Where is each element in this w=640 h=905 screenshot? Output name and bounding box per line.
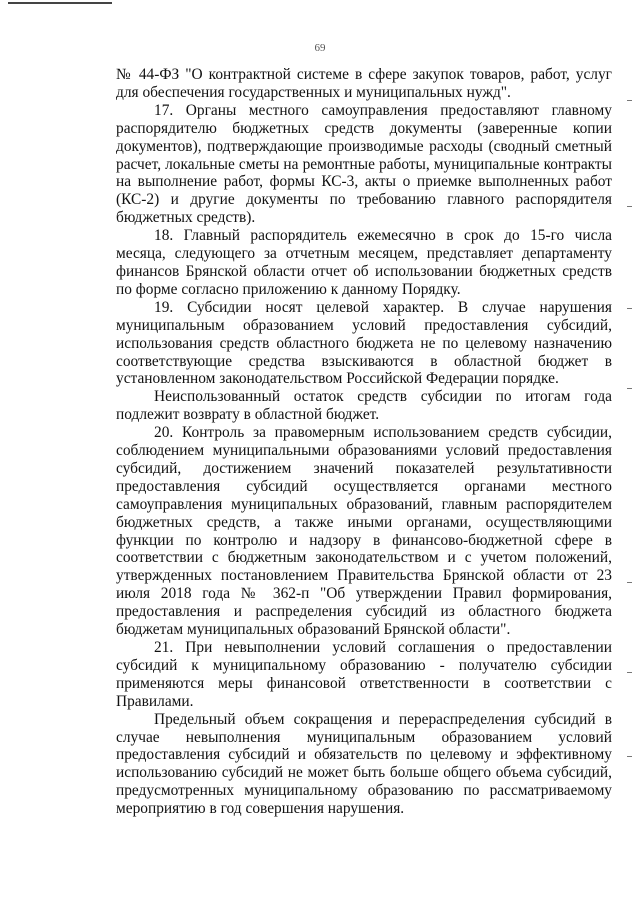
scan-margin-mark [627,100,632,101]
document-body [116,66,612,818]
paragraph-21: 21. При невыполнении условий соглашения о предоставлении субсидий к муниципальному образованию - получателю субсидии применяются меры финансовой ответственности в соответствии с Правилами. [116,639,612,710]
paragraph-20: 20. Контроль за правомерным использованием средств субсидии, соблюдением муниципальными образованиями условий предоставления субсидий, достижением значений показателей результативности предоставления субсидий осуществляется органами местного самоуправления муниципальных образований, главным распорядителем бюджетных средств, а также иными органами, осуществляющими функции по контролю и надзору в финансово-бюджетной сфере в соответствии с бюджетным законодательством и с учетом положений, утвержденных постановлением Правительства Брянской области от 23 июля 2018 года № 362-п "Об утверждении Правил формирования, предоставления и распределения субсидий из областного бюджета бюджетам муниципальных образований Брянской области". [116,424,612,639]
scan-margin-mark [627,672,632,673]
scan-margin-mark [627,308,632,309]
paragraph-law-reference: № 44-ФЗ "О контрактной системе в сфере закупок товаров, работ, услуг для обеспечения государственных и муниципальных нужд". [116,66,612,101]
scan-margin-mark [627,206,632,207]
paragraph-unused-balance: Неиспользованный остаток средств субсидии по итогам года подлежит возврату в областной бюджет. [116,388,612,424]
paragraph-18: 18. Главный распорядитель ежемесячно в срок до 15-го числа месяца, следующего за отчетным месяцем, представляет департаменту финансов Брянской области отчет об использовании бюджетных средств по форме согласно приложению к данному Порядку. [116,227,612,298]
paragraph-17: 17. Органы местного самоуправления предоставляют главному распорядителю бюджетных средств документы (заверенные копии документов), подтверждающие производимые расходы (сводный сметный расчет, локальные сметы на ремонтные работы, муниципальные контракты на выполнение работ, формы КС-3, акты о приемке выполненных работ (КС-2) и другие документы по требованию главного распорядителя бюджетных средств). [116,101,612,227]
page-number: 69 [314,42,326,54]
paragraph-19: 19. Субсидии носят целевой характер. В случае нарушения муниципальным образованием условий предоставления субсидий, использования средств областного бюджета не по целевому назначению соответствующие средства взыскиваются в областной бюджет в установленном законодательством Российской Федерации порядке. [116,298,612,388]
scan-margin-mark [627,388,632,389]
scan-margin-mark [627,582,632,583]
scan-margin-mark [627,756,632,757]
paragraph-reduction-limit: Предельный объем сокращения и перераспределения субсидий в случае невыполнения муниципальным образованием условий предоставления субсидий и обязательств по целевому и эффективному использованию субсидий не может быть больше общего объема субсидий, предусмотренных муниципальному образованию по рассматриваемому мероприятию в год совершения нарушения. [116,710,612,818]
scan-edge-mark [8,2,112,4]
